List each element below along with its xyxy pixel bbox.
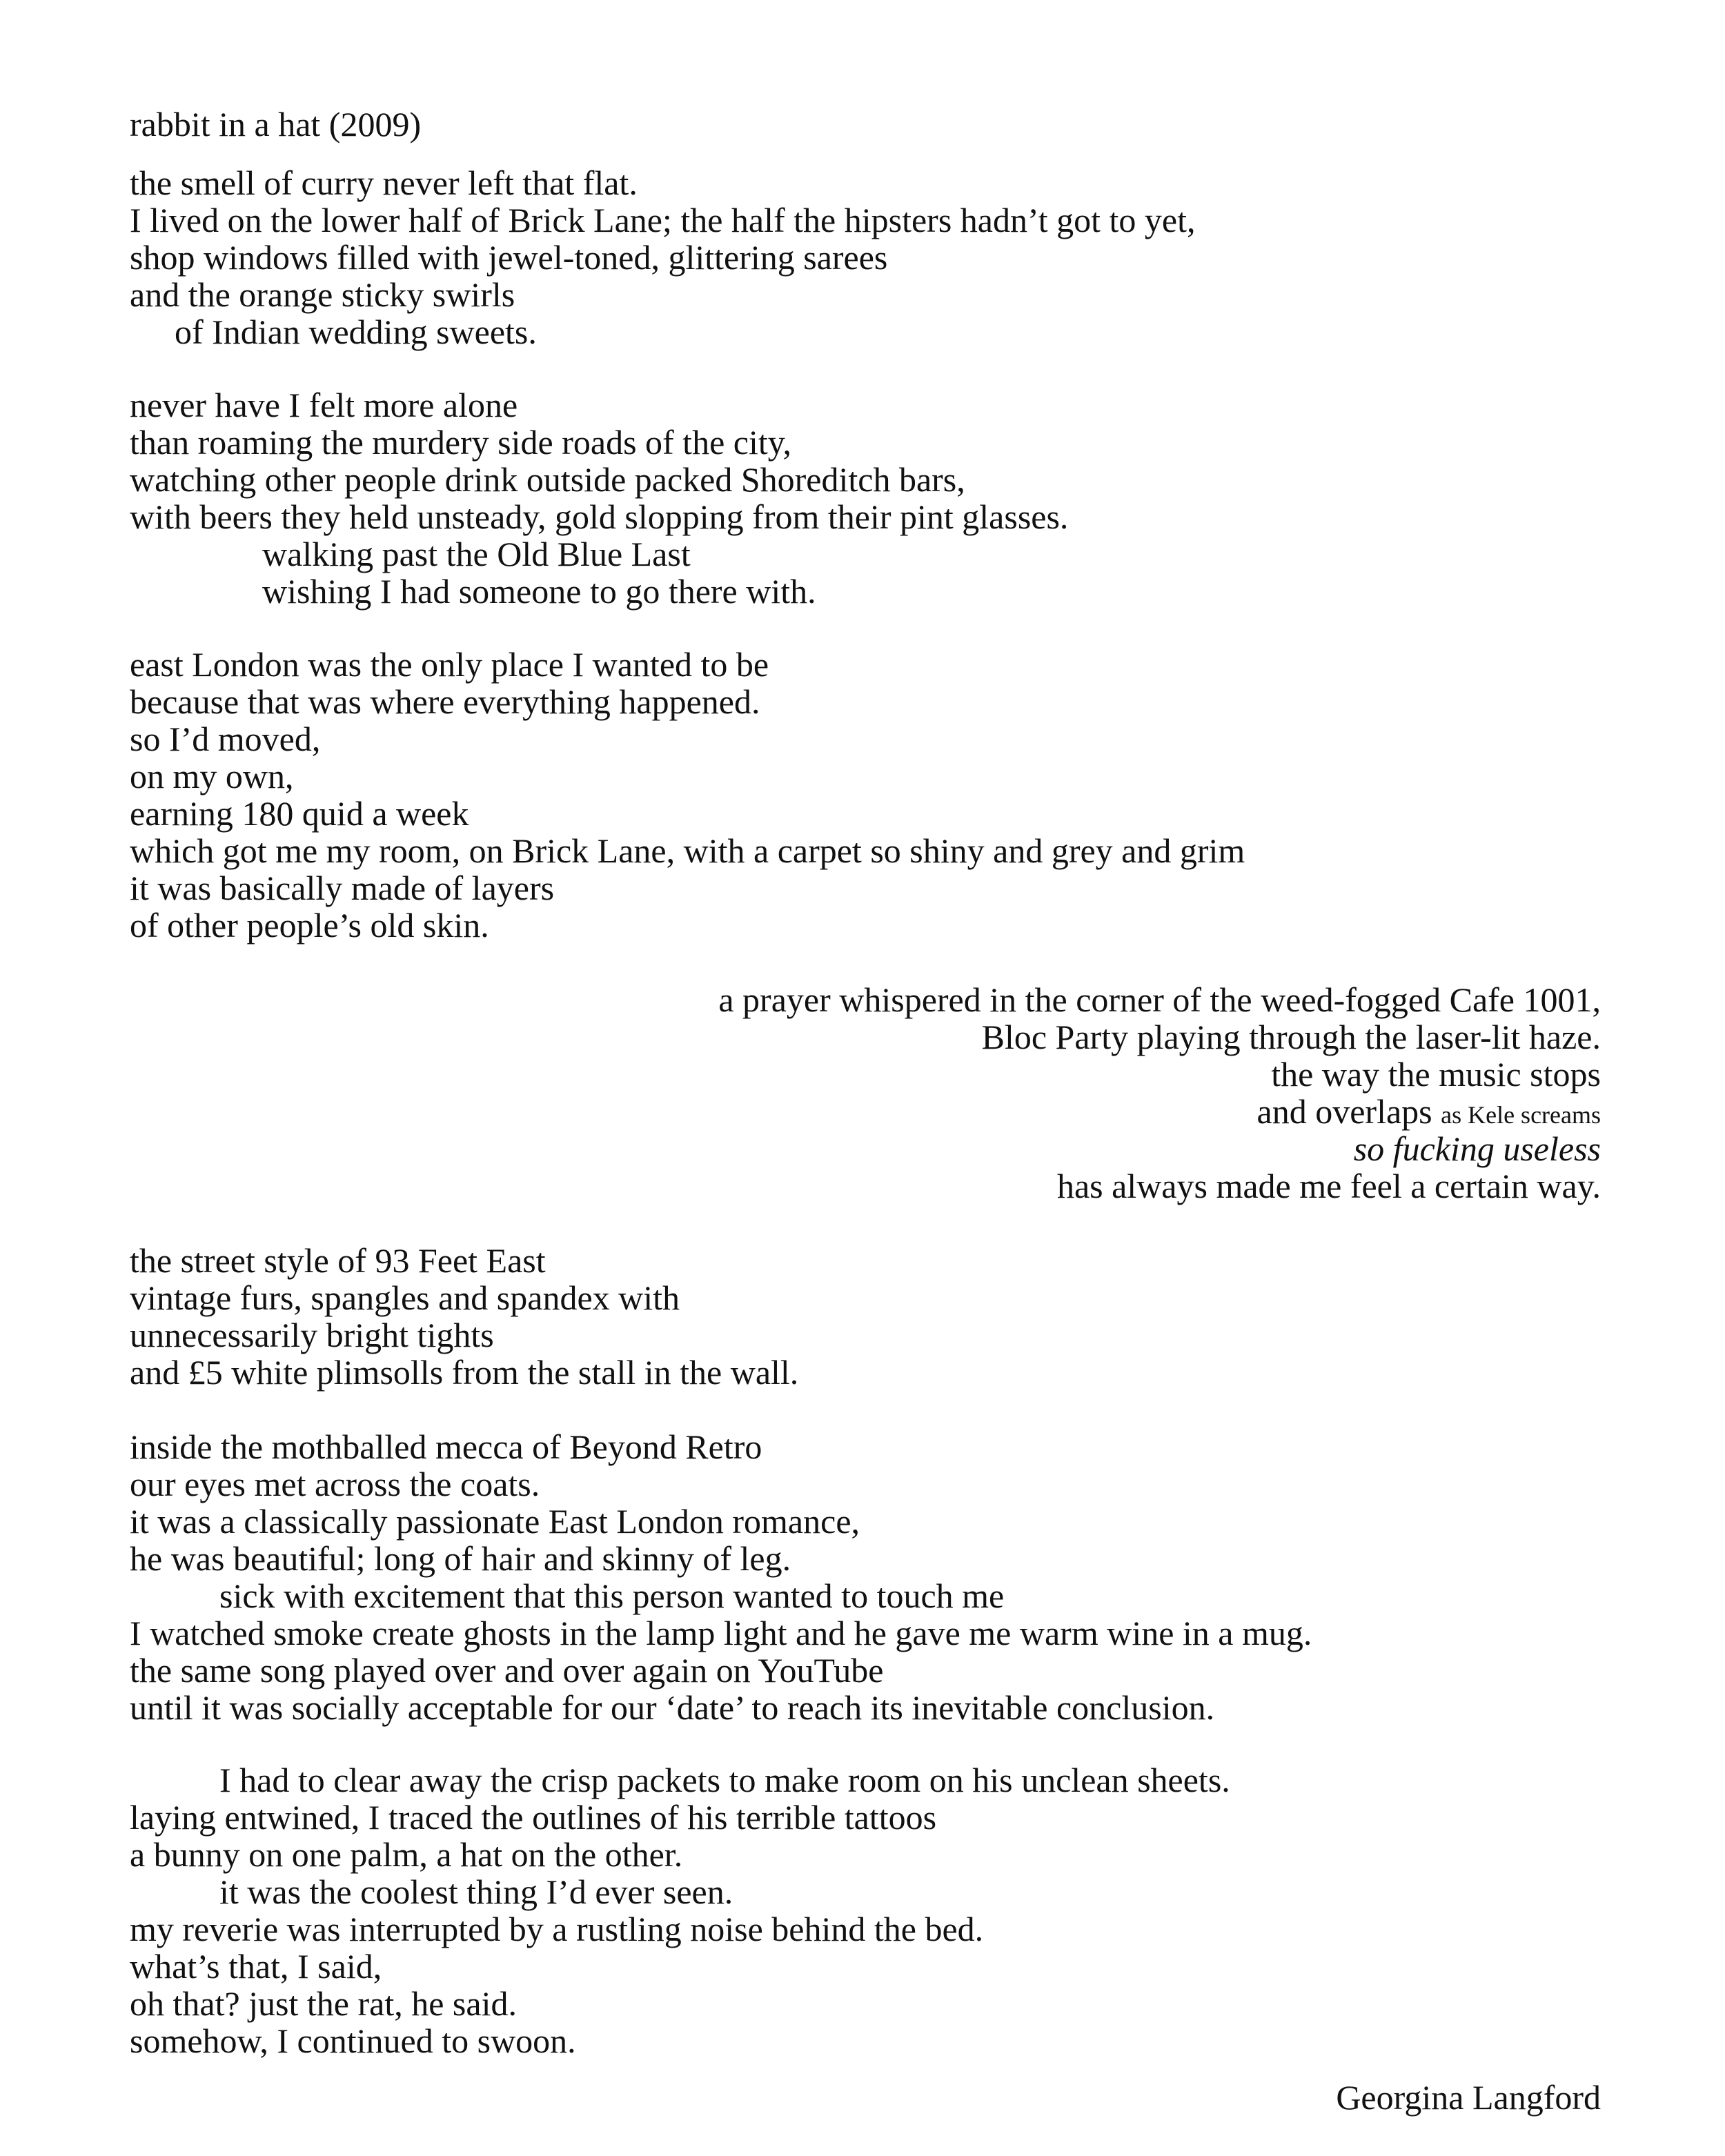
poem-line: on my own, (130, 757, 294, 795)
stanza-4 (110, 981, 1601, 1205)
poem-line: laying entwined, I traced the outlines of his terrible tattoos (130, 1798, 937, 1837)
poem-line: oh that? just the rat, he said. (130, 1984, 517, 2023)
poem-line: so I’d moved, (130, 720, 321, 758)
poem-line: it was basically made of layers (130, 869, 555, 907)
poem-line: the street style of 93 Feet East (130, 1241, 546, 1280)
poem-line: unnecessarily bright tights (130, 1316, 494, 1354)
stanza-1 (130, 164, 1606, 350)
poem-line: the smell of curry never left that flat. (130, 164, 638, 202)
poem-line-text: and overlaps (1256, 1092, 1432, 1131)
poem-line: vintage furs, spangles and spandex with (130, 1278, 680, 1317)
poem-line-small-text: as Kele screams (1441, 1101, 1601, 1129)
poem-line: somehow, I continued to swoon. (130, 2021, 576, 2060)
poem-line: the way the music stops (1271, 1055, 1601, 1094)
poem-line: the same song played over and over again on YouTube (130, 1651, 884, 1690)
poem-line: I watched smoke create ghosts in the lamp light and he gave me warm wine in a mug. (130, 1614, 1312, 1652)
stanza-5 (130, 1242, 1606, 1391)
poem-line: a prayer whispered in the corner of the weed-fogged Cafe 1001, (718, 980, 1601, 1019)
poem-line (110, 1093, 1601, 1130)
poem-line: never have I felt more alone (130, 386, 518, 424)
poem-line: I lived on the lower half of Brick Lane; the half the hipsters hadn’t got to yet, (130, 201, 1196, 239)
poem-line: walking past the Old Blue Last (262, 535, 691, 573)
poem-line: has always made me feel a certain way. (1056, 1167, 1601, 1205)
poem-line: which got me my room, on Brick Lane, with a carpet so shiny and grey and grim (130, 831, 1245, 870)
poem-line: than roaming the murdery side roads of the city, (130, 423, 791, 462)
poem-line: he was beautiful; long of hair and skinny of leg. (130, 1539, 791, 1578)
poem-line: watching other people drink outside packed Shoreditch bars, (130, 460, 965, 499)
poem-line: my reverie was interrupted by a rustling noise behind the bed. (130, 1910, 984, 1948)
poem-line: it was the coolest thing I’d ever seen. (219, 1872, 733, 1911)
poem-line: earning 180 quid a week (130, 794, 469, 833)
poem-line: because that was where everything happened. (130, 682, 760, 721)
poem-line-italic: so fucking useless (1353, 1129, 1601, 1168)
poem-line: and the orange sticky swirls (130, 275, 515, 314)
poem-line: it was a classically passionate East London romance, (130, 1502, 860, 1541)
poem-line: our eyes met across the coats. (130, 1465, 540, 1503)
poem-line: shop windows filled with jewel-toned, glittering sarees (130, 238, 888, 277)
poem-line: a bunny on one palm, a hat on the other. (130, 1835, 683, 1874)
stanza-2 (130, 386, 1606, 610)
poem-line: Bloc Party playing through the laser-lit haze. (981, 1018, 1601, 1056)
stanza-3 (130, 646, 1606, 944)
stanza-7 (130, 1761, 1606, 2059)
stanza-6 (130, 1428, 1606, 1726)
author-signature: Georgina Langford (1336, 2078, 1601, 2117)
poem-line: and £5 white plimsolls from the stall in the wall. (130, 1353, 799, 1392)
poem-line: of other people’s old skin. (130, 906, 489, 945)
poem-line: until it was socially acceptable for our ‘date’ to reach its inevitable conclusion. (130, 1688, 1215, 1727)
poem-line: sick with excitement that this person wanted to touch me (219, 1576, 1005, 1615)
poem-line: wishing I had someone to go there with. (262, 572, 816, 611)
poem-line: east London was the only place I wanted to be (130, 645, 769, 684)
poem-line: with beers they held unsteady, gold slopping from their pint glasses. (130, 497, 1069, 536)
poem-line: inside the mothballed mecca of Beyond Retro (130, 1427, 762, 1466)
poem-title: rabbit in a hat (2009) (130, 105, 422, 144)
poem-line: I had to clear away the crisp packets to make room on his unclean sheets. (219, 1761, 1230, 1799)
poem-line: what’s that, I said, (130, 1947, 382, 1986)
poem-line: of Indian wedding sweets. (175, 313, 537, 351)
